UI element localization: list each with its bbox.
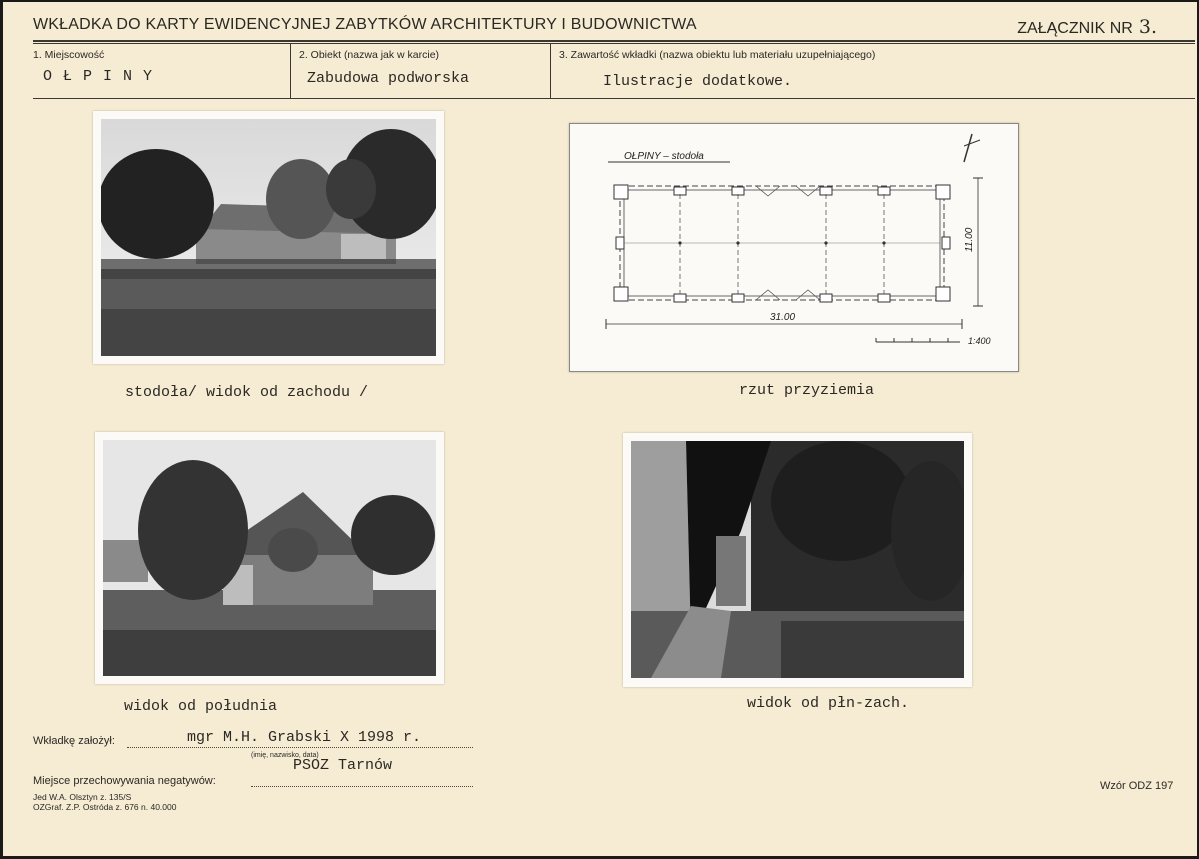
printer-line-1: Jed W.A. Olsztyn z. 135/S: [33, 792, 132, 802]
founded-value: mgr M.H. Grabski X 1998 r.: [187, 729, 422, 746]
caption-photo-1: stodoła/ widok od zachodu /: [125, 384, 369, 401]
plan-drawing: [569, 123, 1019, 372]
header-rule: [33, 40, 1195, 42]
locality-value: O Ł P I N Y: [43, 68, 154, 85]
sheet-title: WKŁADKA DO KARTY EWIDENCYJNEJ ZABYTKÓW ARCHITEKTURY I BUDOWNICTWA: [33, 16, 697, 33]
founded-dotted-line: [127, 747, 473, 748]
object-label: 2. Obiekt (nazwa jak w karcie): [299, 49, 440, 61]
locality-label: 1. Miejscowość: [33, 49, 105, 61]
photo-barn-south: [95, 432, 444, 684]
storage-value: PSOZ Tarnów: [293, 757, 393, 774]
plan-width: 11.00: [964, 227, 975, 252]
fields-bottom-rule: [33, 98, 1195, 99]
storage-dotted-line: [251, 786, 473, 787]
photo-barn-northwest: [623, 433, 972, 687]
object-value: Zabudowa podworska: [307, 70, 470, 87]
field-divider-1: [290, 44, 291, 98]
printer-line-2: OZGraf. Z.P. Ostróda z. 676 n. 40.000: [33, 802, 177, 812]
founded-hint: (imię, nazwisko, data): [251, 752, 319, 759]
caption-photo-3: widok od płn-zach.: [747, 695, 910, 712]
content-label: 3. Zawartość wkładki (nazwa obiektu lub materiału uzupełniającego): [559, 49, 876, 61]
header-rule-2: [33, 43, 1195, 44]
attachment-number-value: 3.: [1138, 16, 1157, 38]
plan-title: OŁPINY – stodoła: [624, 151, 704, 162]
record-sheet: [3, 2, 1197, 856]
caption-plan: rzut przyziemia: [739, 382, 875, 399]
attachment-number: [1017, 16, 1157, 38]
storage-label: Miejsce przechowywania negatywów:: [33, 775, 216, 787]
founded-label: Wkładkę założył:: [33, 735, 115, 747]
plan-scale: 1:400: [968, 336, 991, 346]
photo-barn-west: [93, 111, 444, 364]
content-value: Ilustracje dodatkowe.: [603, 73, 793, 90]
field-divider-2: [550, 44, 551, 98]
attachment-label: ZAŁĄCZNIK NR: [1017, 20, 1133, 37]
plan-length: 31.00: [770, 312, 796, 323]
caption-photo-2: widok od południa: [124, 698, 278, 715]
form-code: Wzór ODZ 197: [1100, 780, 1174, 792]
